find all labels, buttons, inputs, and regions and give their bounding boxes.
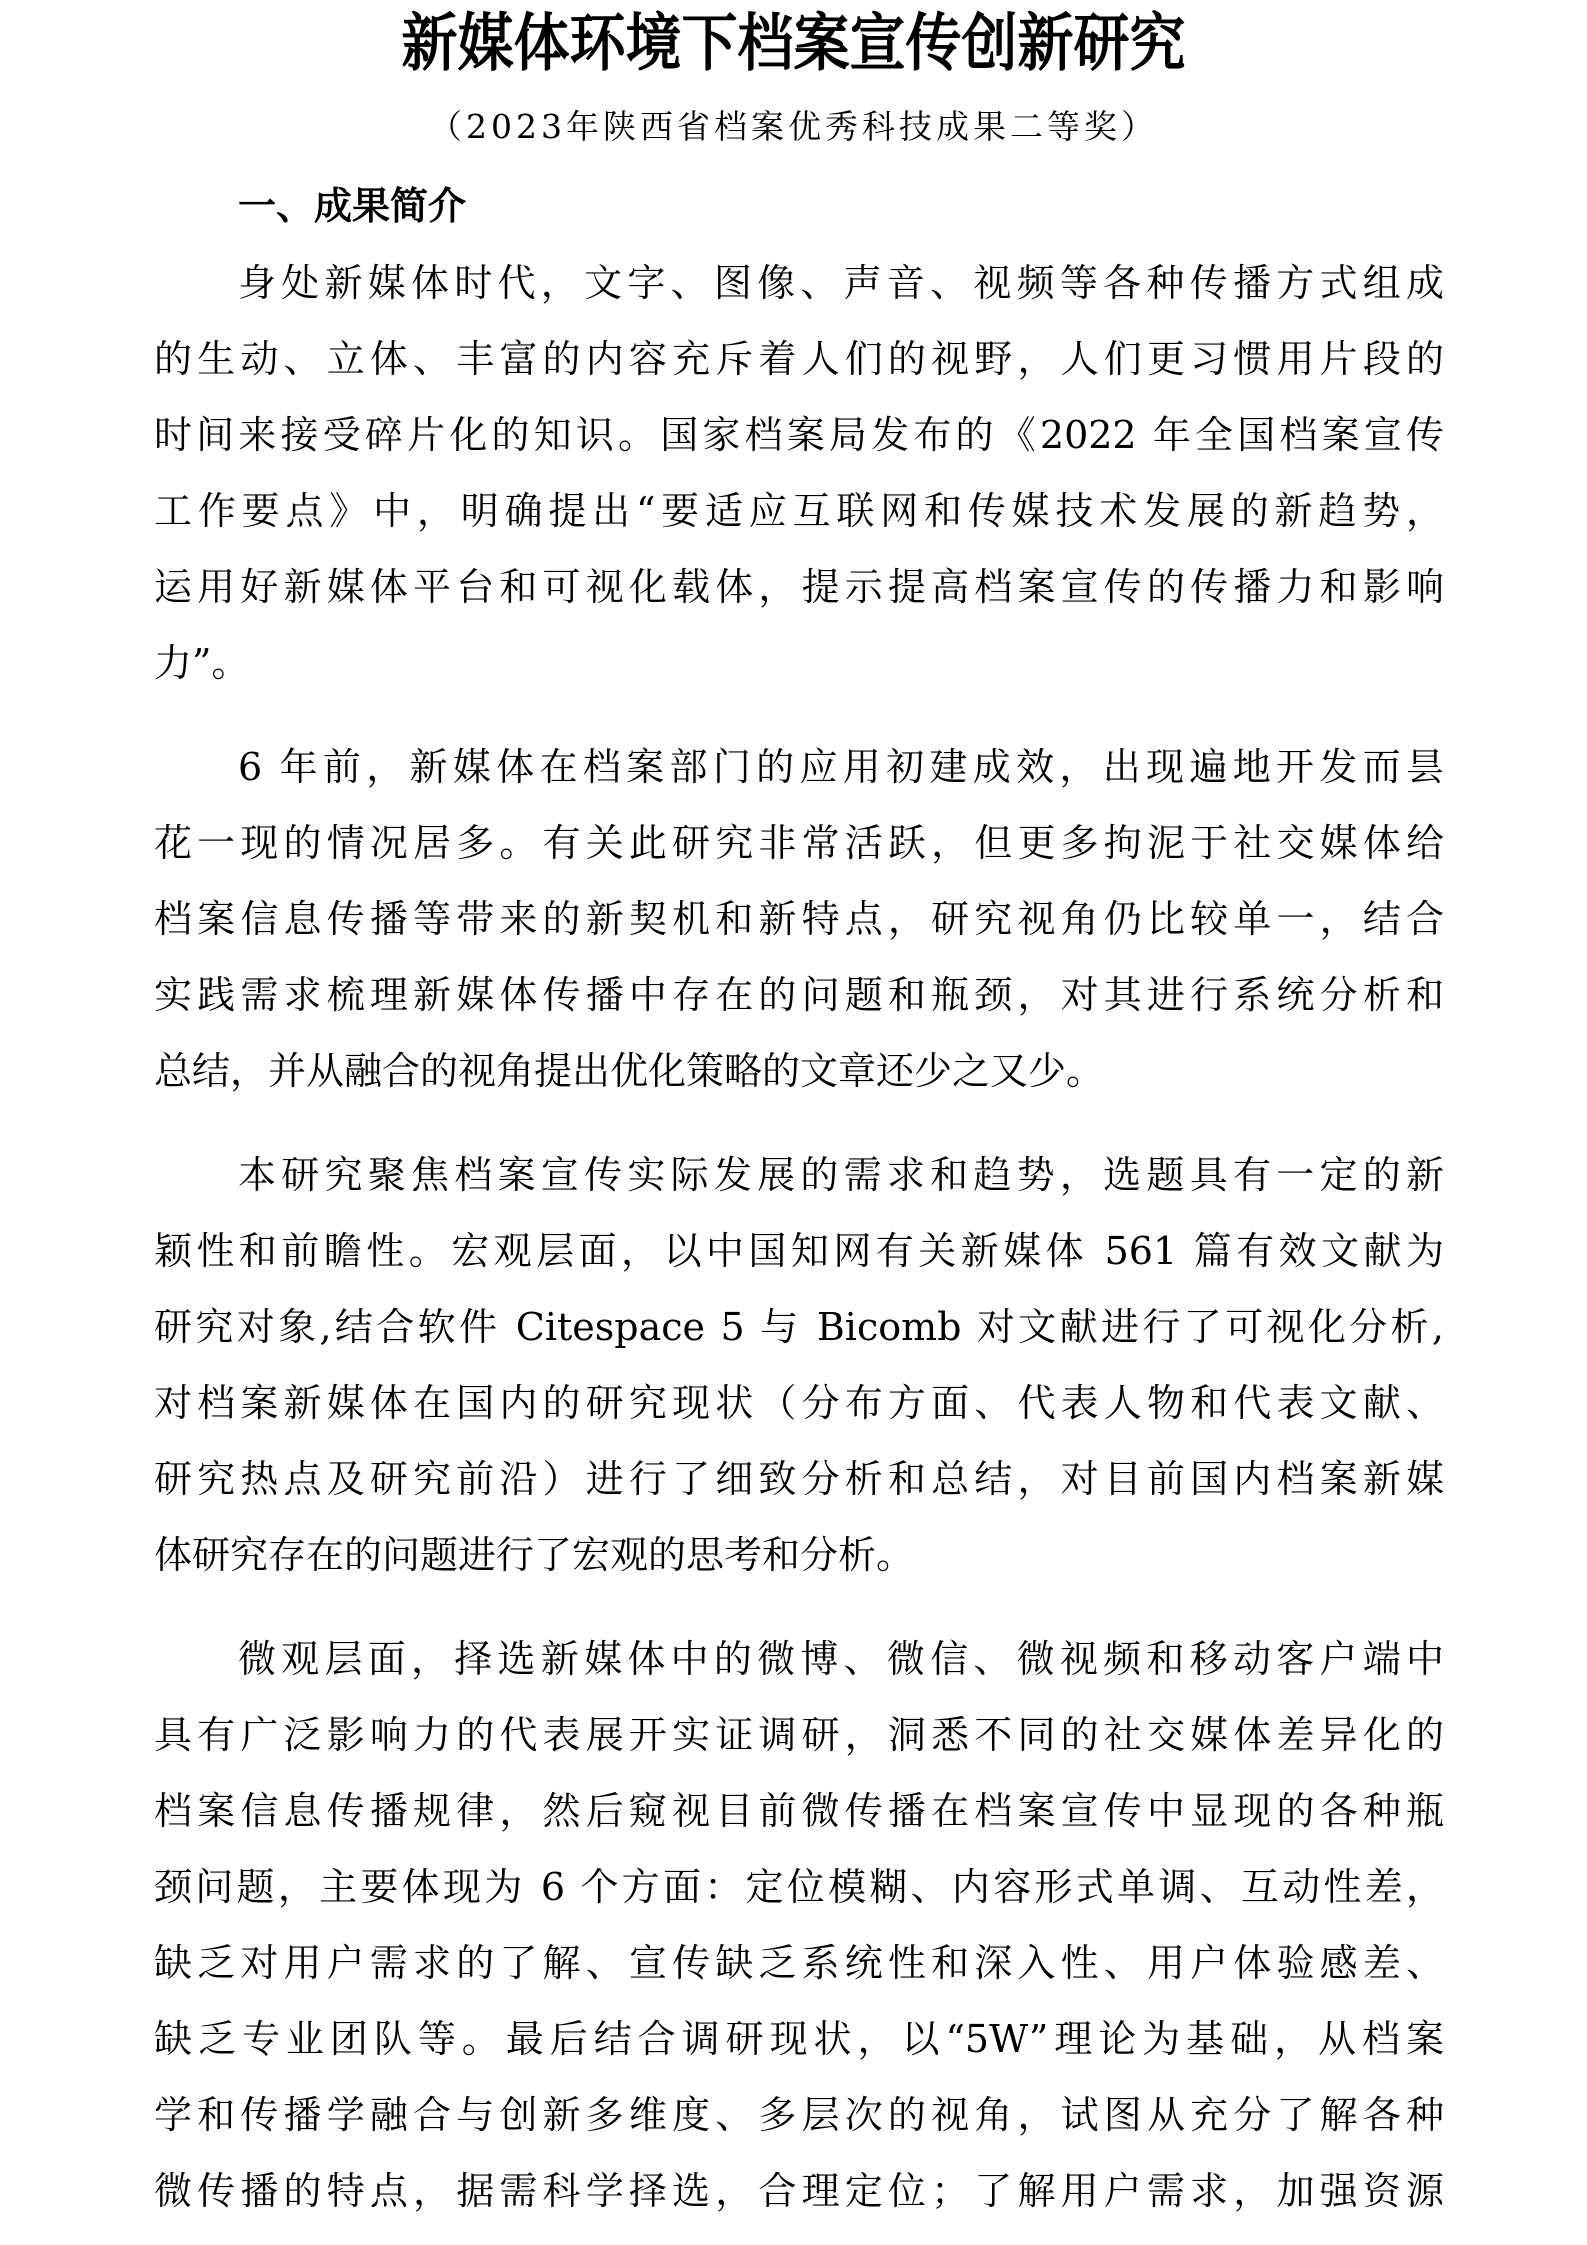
paragraph-2-line-3: 档案信息传播等带来的新契机和新特点，研究视角仍比较单一，结合 bbox=[154, 897, 1444, 941]
paragraph-3-line-4: 对档案新媒体在国内的研究现状（分布方面、代表人物和代表文献、 bbox=[154, 1381, 1444, 1425]
paragraph-4-line-4: 颈问题，主要体现为 6 个方面：定位模糊、内容形式单调、互动性差， bbox=[154, 1865, 1444, 1909]
paragraph-3-line-5: 研究热点及研究前沿）进行了细致分析和总结，对目前国内档案新媒 bbox=[154, 1457, 1444, 1501]
paragraph-2-line-1: 6 年前，新媒体在档案部门的应用初建成效，出现遍地开发而昙 bbox=[238, 745, 1444, 789]
paragraph-1-line-6: 力”。 bbox=[154, 641, 250, 685]
paragraph-1-line-2: 的生动、立体、丰富的内容充斥着人们的视野，人们更习惯用片段的 bbox=[154, 337, 1444, 381]
paragraph-3-line-1: 本研究聚焦档案宣传实际发展的需求和趋势，选题具有一定的新 bbox=[238, 1153, 1444, 1197]
paragraph-1-line-3: 时间来接受碎片化的知识。国家档案局发布的《2022 年全国档案宣传 bbox=[154, 413, 1444, 457]
paragraph-2-line-2: 花一现的情况居多。有关此研究非常活跃，但更多拘泥于社交媒体给 bbox=[154, 821, 1444, 865]
paragraph-1-line-5: 运用好新媒体平台和可视化载体，提示提高档案宣传的传播力和影响 bbox=[154, 565, 1444, 609]
document-subtitle: （2023年陕西省档案优秀科技成果二等奖） bbox=[429, 107, 1158, 146]
paragraph-3-line-2: 颖性和前瞻性。宏观层面，以中国知网有关新媒体 561 篇有效文献为 bbox=[154, 1229, 1444, 1273]
paragraph-4-line-5: 缺乏对用户需求的了解、宣传缺乏系统性和深入性、用户体验感差、 bbox=[154, 1941, 1444, 1985]
paragraph-2-line-5: 总结，并从融合的视角提出优化策略的文章还少之又少。 bbox=[154, 1049, 1105, 1093]
paragraph-4-line-6: 缺乏专业团队等。最后结合调研现状，以“5W”理论为基础，从档案 bbox=[154, 2017, 1444, 2061]
paragraph-4-line-8: 微传播的特点，据需科学择选，合理定位；了解用户需求，加强资源 bbox=[154, 2169, 1444, 2213]
paragraph-3-line-3: 研究对象,结合软件 Citespace 5 与 Bicomb 对文献进行了可视化分析, bbox=[154, 1305, 1444, 1349]
paragraph-1-line-4: 工作要点》中，明确提出“要适应互联网和传媒技术发展的新趋势， bbox=[154, 489, 1444, 533]
paragraph-4-line-7: 学和传播学融合与创新多维度、多层次的视角，试图从充分了解各种 bbox=[154, 2093, 1444, 2137]
paragraph-4-line-3: 档案信息传播规律，然后窥视目前微传播在档案宣传中显现的各种瓶 bbox=[154, 1789, 1444, 1833]
paragraph-2-line-4: 实践需求梳理新媒体传播中存在的问题和瓶颈，对其进行系统分析和 bbox=[154, 973, 1444, 1017]
paragraph-1-line-1: 身处新媒体时代，文字、图像、声音、视频等各种传播方式组成 bbox=[238, 261, 1444, 305]
section-heading: 一、成果简介 bbox=[238, 184, 467, 228]
paragraph-3-line-6: 体研究存在的问题进行了宏观的思考和分析。 bbox=[154, 1533, 915, 1577]
paragraph-4-line-1: 微观层面，择选新媒体中的微博、微信、微视频和移动客户端中 bbox=[238, 1637, 1444, 1681]
document-title: 新媒体环境下档案宣传创新研究 bbox=[401, 6, 1186, 80]
paragraph-4-line-2: 具有广泛影响力的代表展开实证调研，洞悉不同的社交媒体差异化的 bbox=[154, 1713, 1444, 1757]
